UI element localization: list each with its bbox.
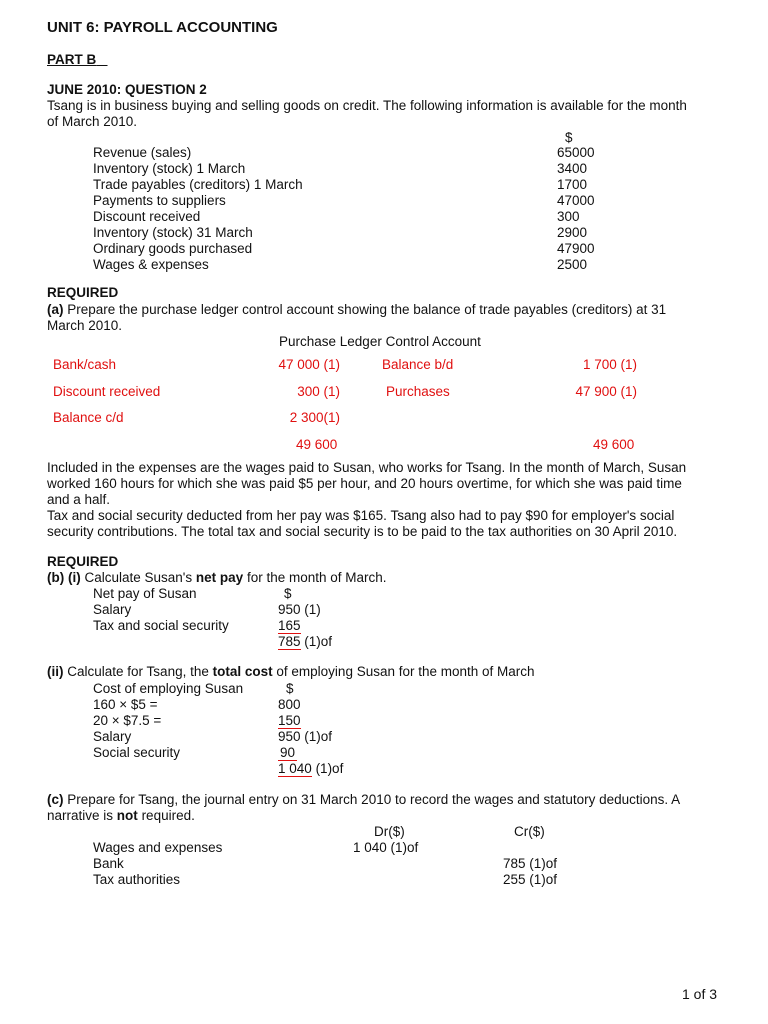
wages-line-3: and a half.: [47, 492, 111, 507]
ledger-credit-label: Balance b/d: [382, 357, 454, 372]
info-value: 2500: [557, 257, 588, 272]
journal-cr-value: 785 (1)of: [503, 856, 558, 871]
ledger-credit-total: 49 600: [593, 437, 635, 452]
question-heading: JUNE 2010: QUESTION 2: [47, 82, 207, 97]
ledger-credit-label: Purchases: [386, 384, 450, 399]
info-label: Discount received: [93, 209, 201, 224]
wages-line-5: security contributions. The total tax and social security is to be paid to the tax authorities on 30 April 2010.: [47, 524, 678, 539]
info-label: Inventory (stock) 1 March: [93, 161, 246, 176]
part-ii-line: (ii) Calculate for Tsang, the total cost of employing Susan for the month of March: [47, 664, 535, 679]
net-salary-value: 950 (1): [278, 602, 321, 617]
wages-line-2: worked 160 hours for which she was paid $5 per hour, and 20 hours overtime, for which she was paid time: [47, 476, 682, 491]
info-value: 47000: [557, 193, 595, 208]
net-pay-currency: $: [284, 586, 292, 601]
cost-row-value: 150: [278, 713, 301, 728]
required-heading: REQUIRED: [47, 285, 119, 300]
net-pay-total: 785 (1)of: [278, 634, 333, 649]
part-c-line-2: narrative is not required.: [47, 808, 195, 823]
cost-currency: $: [286, 681, 294, 696]
wages-line-1: Included in the expenses are the wages paid to Susan, who works for Tsang. In the month of March, Susan: [47, 460, 687, 475]
info-label: Payments to suppliers: [93, 193, 226, 208]
journal-label: Wages and expenses: [93, 840, 223, 855]
ledger-debit-label: Bank/cash: [53, 357, 117, 372]
info-label: Wages & expenses: [93, 257, 209, 272]
net-tax-value: 165: [278, 618, 301, 633]
part-a-line-2: March 2010.: [47, 318, 123, 333]
cost-row-label: Social security: [93, 745, 181, 760]
ledger-debit-value: 2 300(1): [289, 410, 340, 425]
info-value: 1700: [557, 177, 588, 192]
journal-dr-header: Dr($): [374, 824, 405, 839]
ledger-credit-value: 1 700 (1): [582, 357, 637, 372]
ledger-debit-value: 47 000 (1): [278, 357, 340, 372]
info-label: Revenue (sales): [93, 145, 192, 160]
unit-title: UNIT 6: PAYROLL ACCOUNTING: [47, 19, 278, 36]
wages-line-4: Tax and social security deducted from her pay was $165. Tsang also had to pay $90 for employer's social: [47, 508, 675, 523]
cost-row-value: 950 (1)of: [278, 729, 333, 744]
part-b-i-line: (b) (i) Calculate Susan's net pay for the month of March.: [47, 570, 387, 585]
info-label: Trade payables (creditors) 1 March: [93, 177, 303, 192]
info-value: 65000: [557, 145, 595, 160]
ledger-debit-value: 300 (1): [297, 384, 340, 399]
info-value: 3400: [557, 161, 588, 176]
page-number: 1 of 3: [682, 986, 718, 1002]
intro-line-1: Tsang is in business buying and selling goods on credit. The following information is available for the month: [47, 98, 687, 113]
ledger-title: Purchase Ledger Control Account: [279, 334, 481, 349]
net-tax-label: Tax and social security: [93, 618, 229, 633]
ledger-debit-label: Balance c/d: [53, 410, 124, 425]
cost-row-value: 90: [280, 745, 296, 760]
cost-total: 1 040 (1)of: [278, 761, 344, 776]
net-pay-header: Net pay of Susan: [93, 586, 197, 601]
cost-row-value: 800: [278, 697, 301, 712]
ledger-credit-value: 47 900 (1): [575, 384, 637, 399]
journal-dr-value: 1 040 (1)of: [353, 840, 419, 855]
part-label: PART B: [47, 52, 97, 67]
cost-row-label: 160 × $5 =: [93, 697, 158, 712]
part-c-line-1: (c) Prepare for Tsang, the journal entry on 31 March 2010 to record the wages and statutory deductions. A: [47, 792, 681, 807]
journal-cr-value: 255 (1)of: [503, 872, 558, 887]
journal-cr-header: Cr($): [514, 824, 545, 839]
ledger-debit-label: Discount received: [53, 384, 161, 399]
info-currency-header: $: [565, 130, 573, 145]
info-value: 47900: [557, 241, 595, 256]
cost-row-label: Salary: [93, 729, 132, 744]
journal-label: Bank: [93, 856, 124, 871]
info-label: Ordinary goods purchased: [93, 241, 253, 256]
ledger-debit-total: 49 600: [296, 437, 338, 452]
cost-row-label: 20 × $7.5 =: [93, 713, 162, 728]
info-value: 2900: [557, 225, 588, 240]
intro-line-2: of March 2010.: [47, 114, 138, 129]
required-heading-2: REQUIRED: [47, 554, 119, 569]
cost-header: Cost of employing Susan: [93, 681, 244, 696]
info-label: Inventory (stock) 31 March: [93, 225, 253, 240]
journal-label: Tax authorities: [93, 872, 181, 887]
info-value: 300: [557, 209, 580, 224]
part-a-line-1: (a) Prepare the purchase ledger control account showing the balance of trade payables (creditors) at 31: [47, 302, 667, 317]
net-salary-label: Salary: [93, 602, 132, 617]
